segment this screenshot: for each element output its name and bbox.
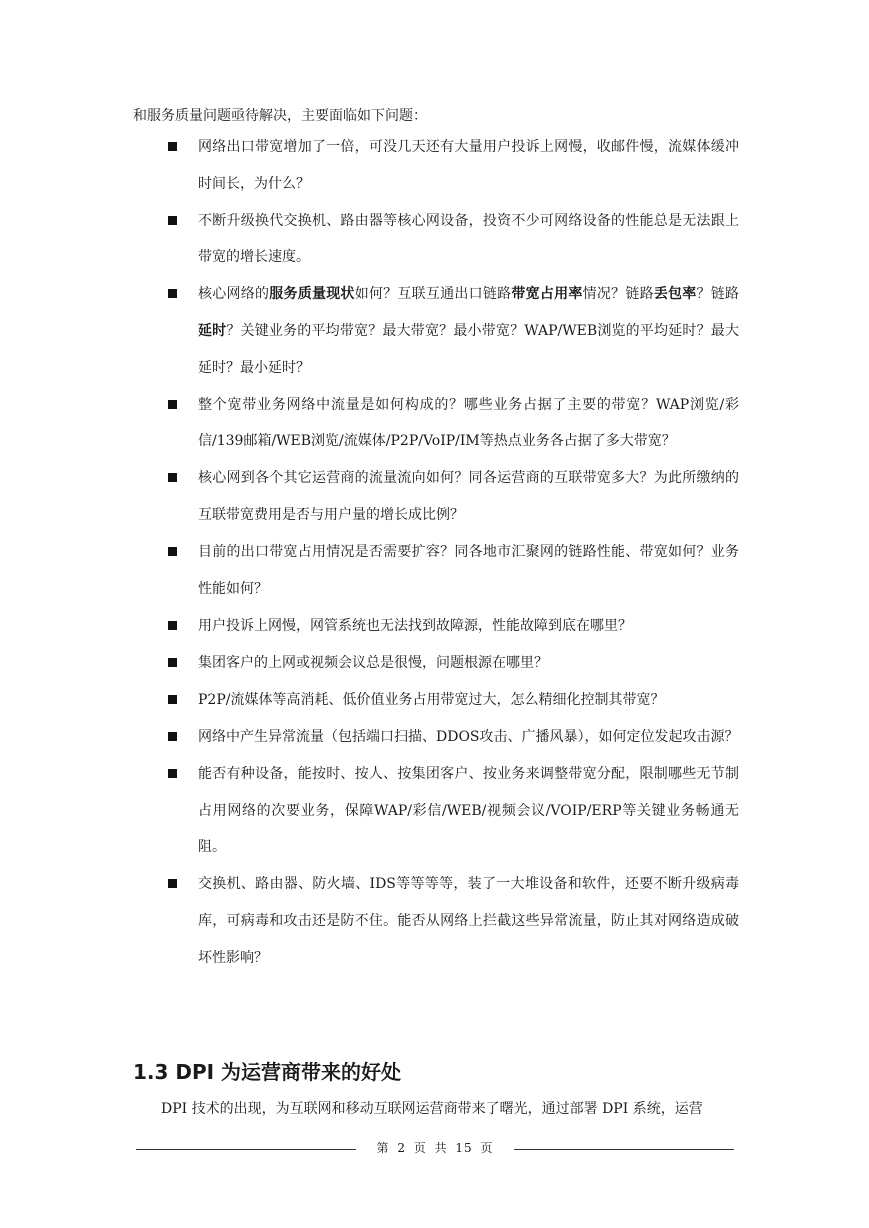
- text-segment: ？关键业务的平均带宽？最大带宽？最小带宽？WAP/WEB浏览的平均延时？最大延时？最小延时？: [198, 322, 739, 376]
- bold-text-segment: 丢包率: [653, 286, 697, 303]
- square-bullet-icon: [168, 547, 177, 556]
- text-segment: ？链路: [696, 286, 740, 303]
- text-segment: 核心网络的: [198, 286, 270, 303]
- square-bullet-icon: [168, 658, 177, 667]
- bullet-item: [133, 387, 739, 460]
- text-segment: 如何？互联互通出口链路: [354, 286, 512, 303]
- section-heading: 1.3 DPI 为运营商带来的好处: [133, 1060, 402, 1084]
- bullet-text: [198, 756, 739, 866]
- square-bullet-icon: [168, 769, 177, 778]
- square-bullet-icon: [168, 732, 177, 741]
- bold-text-segment: 服务质量现状: [269, 286, 355, 303]
- text-segment: 情况？链路: [582, 286, 654, 303]
- bullet-text: [198, 129, 739, 202]
- bold-text-segment: 带宽占用率: [511, 286, 583, 303]
- square-bullet-icon: [168, 473, 177, 482]
- bold-text-segment: 延时: [198, 322, 227, 339]
- bullet-text: [198, 645, 739, 682]
- section-body-paragraph: DPI 技术的出现，为互联网和移动互联网运营商带来了曙光，通过部署 DPI 系统，运营: [161, 1101, 703, 1117]
- text-segment: 核心网到各个其它运营商的流量流向如何？同各运营商的互联带宽多大？为此所缴纳的互联带宽费用是否与用户量的增长成比例？: [198, 470, 739, 523]
- bullet-item: [133, 866, 739, 976]
- square-bullet-icon: [168, 289, 177, 298]
- bullet-item: [133, 682, 739, 719]
- bullet-item: [133, 719, 739, 756]
- page-number: 第 2 页 共 15 页: [376, 1141, 494, 1155]
- text-segment: 整个宽带业务网络中流量是如何构成的？哪些业务占据了主要的带宽？WAP浏览/彩信/139邮箱/WEB浏览/流媒体/P2P/VoIP/IM等热点业务各占据了多大带宽？: [198, 396, 739, 450]
- text-segment: 集团客户的上网或视频会议总是很慢，问题根源在哪里？: [198, 654, 548, 671]
- bullet-item: [133, 534, 739, 607]
- square-bullet-icon: [168, 400, 177, 409]
- bullet-text: [198, 387, 739, 460]
- problem-bullet-list: [133, 129, 739, 976]
- bullet-text: [198, 866, 739, 976]
- bullet-text: [198, 534, 739, 607]
- bullet-item: [133, 203, 739, 276]
- bullet-item: [133, 645, 739, 682]
- text-segment: 能否有种设备，能按时、按人、按集团客户、按业务来调整带宽分配，限制哪些无节制占用网络的次要业务，保障WAP/彩信/WEB/视频会议/VOIP/ERP等关键业务畅通无阻。: [198, 766, 739, 856]
- intro-paragraph: 和服务质量问题亟待解决，主要面临如下问题：: [133, 108, 427, 124]
- square-bullet-icon: [168, 621, 177, 630]
- square-bullet-icon: [168, 216, 177, 225]
- bullet-item: [133, 608, 739, 645]
- bullet-text: [198, 460, 739, 533]
- text-segment: 交换机、路由器、防火墙、IDS等等等等，装了一大堆设备和软件，还要不断升级病毒库，可病毒和攻击还是防不住。能否从网络上拦截这些异常流量，防止其对网络造成破坏性影响？: [198, 876, 739, 966]
- text-segment: 用户投诉上网慢，网管系统也无法找到故障源，性能故障到底在哪里？: [198, 617, 632, 634]
- bullet-item: [133, 756, 739, 866]
- bullet-item: [133, 460, 739, 533]
- footer-rule-right: [514, 1149, 734, 1150]
- square-bullet-icon: [168, 879, 177, 888]
- text-segment: 网络出口带宽增加了一倍，可没几天还有大量用户投诉上网慢，收邮件慢，流媒体缓冲时间长，为什么？: [198, 139, 739, 192]
- text-segment: 不断升级换代交换机、路由器等核心网设备，投资不少可网络设备的性能总是无法跟上带宽的增长速度。: [198, 212, 739, 266]
- text-segment: 网络中产生异常流量（包括端口扫描、DDOS攻击、广播风暴），如何定位发起攻击源？: [198, 729, 739, 745]
- bullet-text: [198, 682, 739, 719]
- bullet-item: [133, 129, 739, 202]
- text-segment: P2P/流媒体等高消耗、低价值业务占用带宽过大，怎么精细化控制其带宽？: [198, 691, 665, 708]
- bullet-text: [198, 276, 739, 386]
- bullet-text: [198, 203, 739, 276]
- bullet-text: [198, 608, 739, 645]
- bullet-item: [133, 276, 739, 386]
- square-bullet-icon: [168, 142, 177, 151]
- bullet-text: [198, 719, 739, 756]
- page-footer: [136, 1138, 734, 1158]
- text-segment: 目前的出口带宽占用情况是否需要扩容？同各地市汇聚网的链路性能、带宽如何？业务性能如何？: [198, 544, 739, 597]
- square-bullet-icon: [168, 695, 177, 704]
